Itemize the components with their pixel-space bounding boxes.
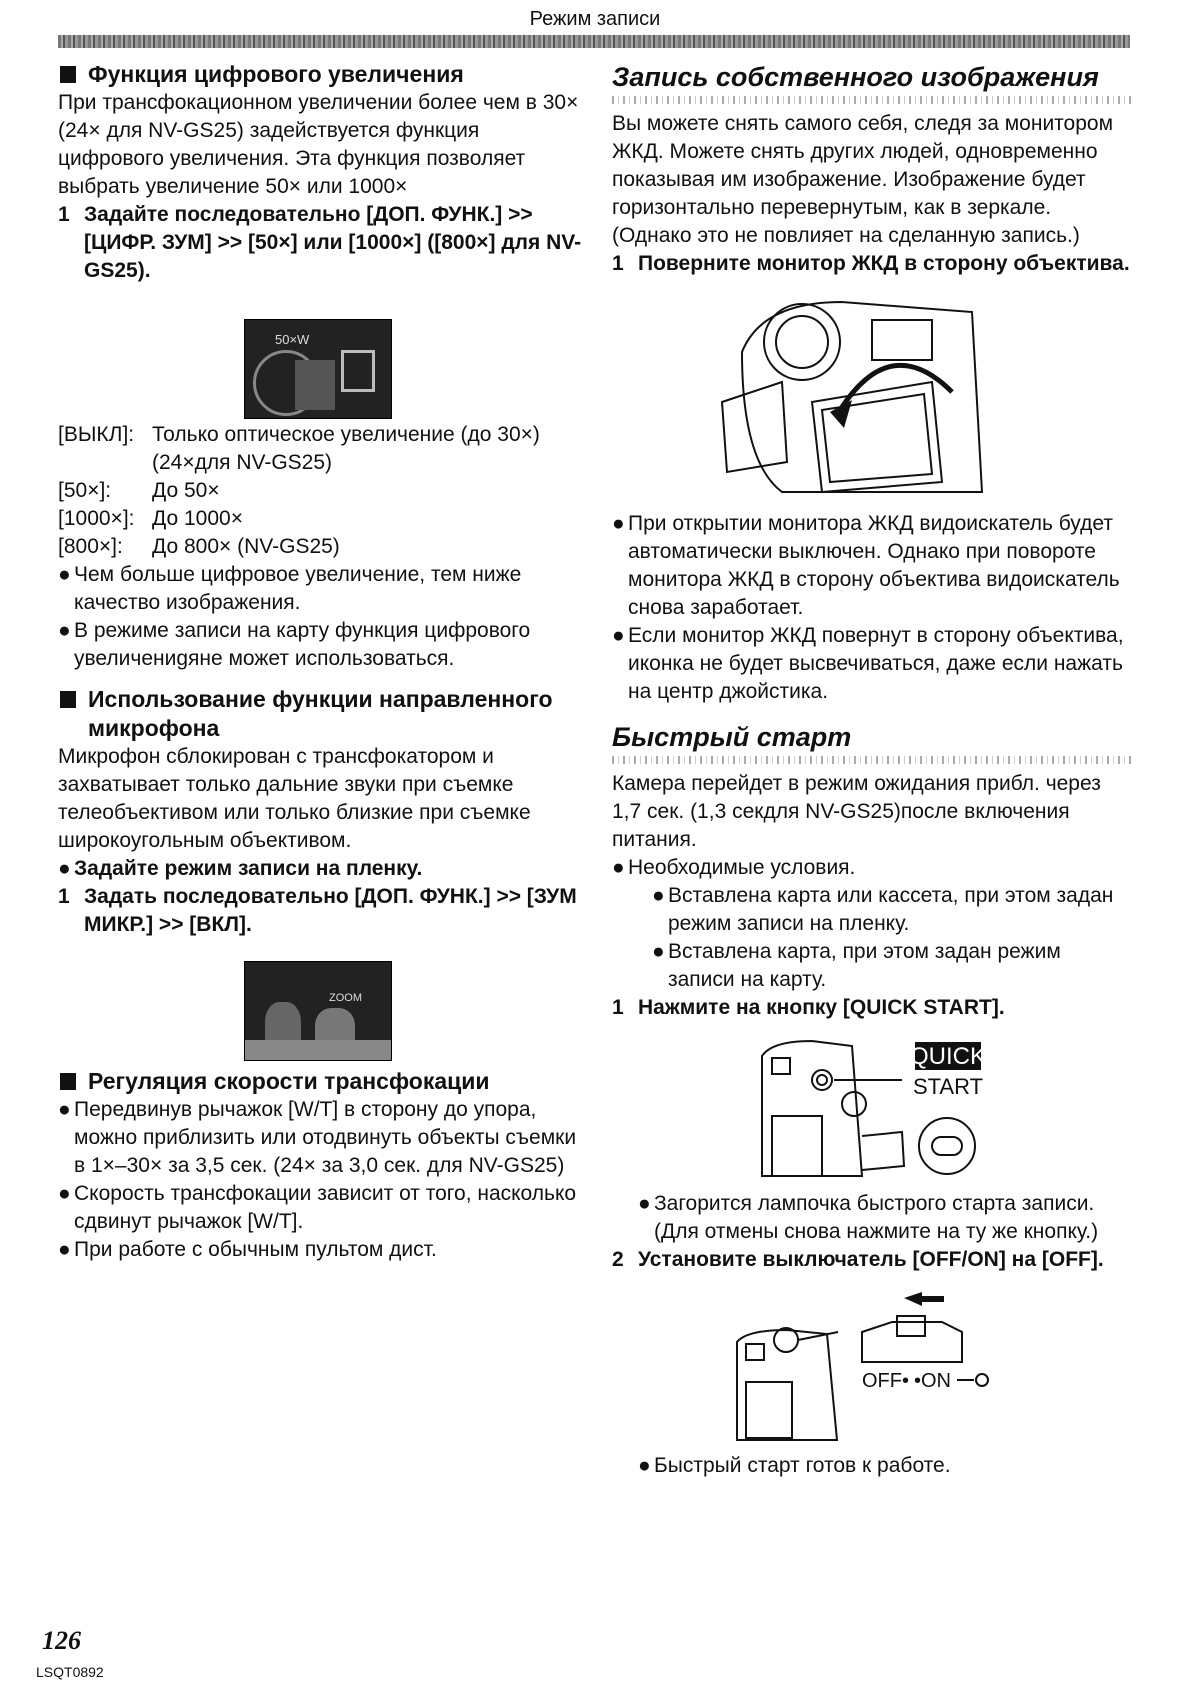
section-square-icon — [60, 691, 76, 708]
document-code: LSQT0892 — [36, 1664, 104, 1680]
self-record-intro: Вы можете снять самого себя, следя за монитором ЖКД. Можете снять других людей, одновременно показывая им изображение. Изображение будет горизонтально перевернутым, как в зеркале. (Однако это не повлияет на сделанную запись.) — [612, 112, 1114, 247]
section-square-icon — [60, 66, 76, 83]
quick-label: QUICK — [909, 1043, 987, 1070]
mic-step: 1 Задать последовательно [ДОП. ФУНК.] >> [ЗУМ МИКР.] >> [ВКЛ]. — [58, 885, 577, 936]
digital-zoom-screen-photo — [244, 319, 392, 419]
conditions-note: ● Необходимые условия. — [612, 856, 856, 879]
digital-zoom-options — [58, 421, 588, 561]
quick-start-step-1: 1 Нажмите на кнопку [QUICK START]. — [612, 996, 1005, 1019]
self-record-heading: Запись собственного изображения — [612, 62, 1099, 92]
note-item: ● Быстрый старт готов к работе. — [638, 1454, 951, 1477]
page-header-title: Режим записи — [529, 8, 661, 30]
right-column — [612, 60, 1132, 1480]
heading-underline — [612, 96, 1132, 104]
note-item: ● Чем больше цифровое увеличение, тем ниже качество изображения. — [58, 563, 522, 614]
zoom-indicator-label: 50×W — [275, 332, 310, 347]
option-row: [50×]: До 50× — [58, 479, 220, 502]
zoom-speed-heading: Регуляция скорости трансфокации — [58, 1067, 588, 1096]
header-rule — [58, 35, 1130, 48]
page-number: 126 — [42, 1626, 81, 1655]
condition-item: ● Вставлена карта или кассета, при этом задан режим записи на пленку. — [652, 884, 1114, 935]
section-square-icon — [60, 1073, 76, 1090]
heading-underline — [612, 756, 1132, 764]
self-record-step: 1 Поверните монитор ЖКД в сторону объектива. — [612, 252, 1130, 275]
note-item: ● В режиме записи на карту функция цифрового увеличениgяне может использоваться. — [58, 619, 531, 670]
option-row: [1000×]: До 1000× — [58, 507, 243, 530]
note-item: ● При открытии монитора ЖКД видоискатель будет автоматически выключен. Однако при повороте монитора ЖКД в сторону объектива видоискатель снова заработает. — [612, 512, 1120, 619]
condition-item: ● Вставлена карта, при этом задан режим записи на карту. — [652, 940, 1061, 991]
quick-start-intro: Камера перейдет в режим ожидания прибл. через 1,7 сек. (1,3 секдля NV-GS25)после включения питания. — [612, 772, 1101, 851]
digital-zoom-intro: При трансфокационном увеличении более чем в 30× (24× для NV-GS25) задействуется функция цифрового увеличения. Эта функция позволяет выбрать увеличение 50× или 1000× — [58, 91, 579, 198]
quick-start-step-2: 2 Установите выключатель [OFF/ON] на [OFF]. — [612, 1248, 1104, 1271]
note-item: ● Передвинув рычажок [W/T] в сторону до упора, можно приблизить или отодвинуть объекты съемки в 1×–30× за 3,5 сек. (24× за 3,0 сек. для NV-GS25) — [58, 1098, 577, 1177]
zoom-mic-label: ZOOM — [329, 992, 362, 1004]
digital-zoom-heading: Функция цифрового увеличения — [58, 60, 588, 89]
mic-heading: Использование функции направленного микрофона — [58, 685, 588, 743]
left-column — [58, 60, 588, 1264]
mic-bold-note: ● Задайте режим записи на пленку. — [58, 857, 423, 880]
start-label: START — [912, 1074, 984, 1099]
option-row: [ВЫКЛ]: Только оптическое увеличение (до 30×) (24×для NV-GS25) — [58, 423, 540, 474]
off-label: OFF• — [862, 1370, 909, 1392]
note-item: ● Если монитор ЖКД повернут в сторону объектива, иконка не будет высвечиваться, даже если нажать на центр джойстика. — [612, 624, 1124, 703]
note-item: ● При работе с обычным пультом дист. — [58, 1238, 437, 1261]
quick-start-heading: Быстрый старт — [612, 722, 852, 752]
mic-intro: Микрофон сблокирован с трансфокатором и захватывает только дальние звуки при съемке телеобъективом или только близкие при съемке широкоугольным объективом. — [58, 745, 531, 852]
mic-screen-photo — [244, 961, 392, 1061]
camera-lcd-rotate-illustration — [612, 292, 1132, 502]
quick-start-button-illustration — [612, 1036, 1132, 1186]
option-row: [800×]: До 800× (NV-GS25) — [58, 535, 340, 558]
note-item: ● Загорится лампочка быстрого старта записи. (Для отмены снова нажмите на ту же кнопку.) — [638, 1192, 1099, 1243]
on-label: •ON — [914, 1370, 952, 1392]
digital-zoom-step: 1 Задайте последовательно [ДОП. ФУНК.] >> [ЦИФР. ЗУМ] >> [50×] или [1000×] ([800×] для NV-GS25). — [58, 203, 582, 282]
note-item: ● Скорость трансфокации зависит от того, насколько сдвинут рычажок [W/T]. — [58, 1182, 577, 1233]
off-on-switch-illustration — [612, 1292, 1132, 1442]
